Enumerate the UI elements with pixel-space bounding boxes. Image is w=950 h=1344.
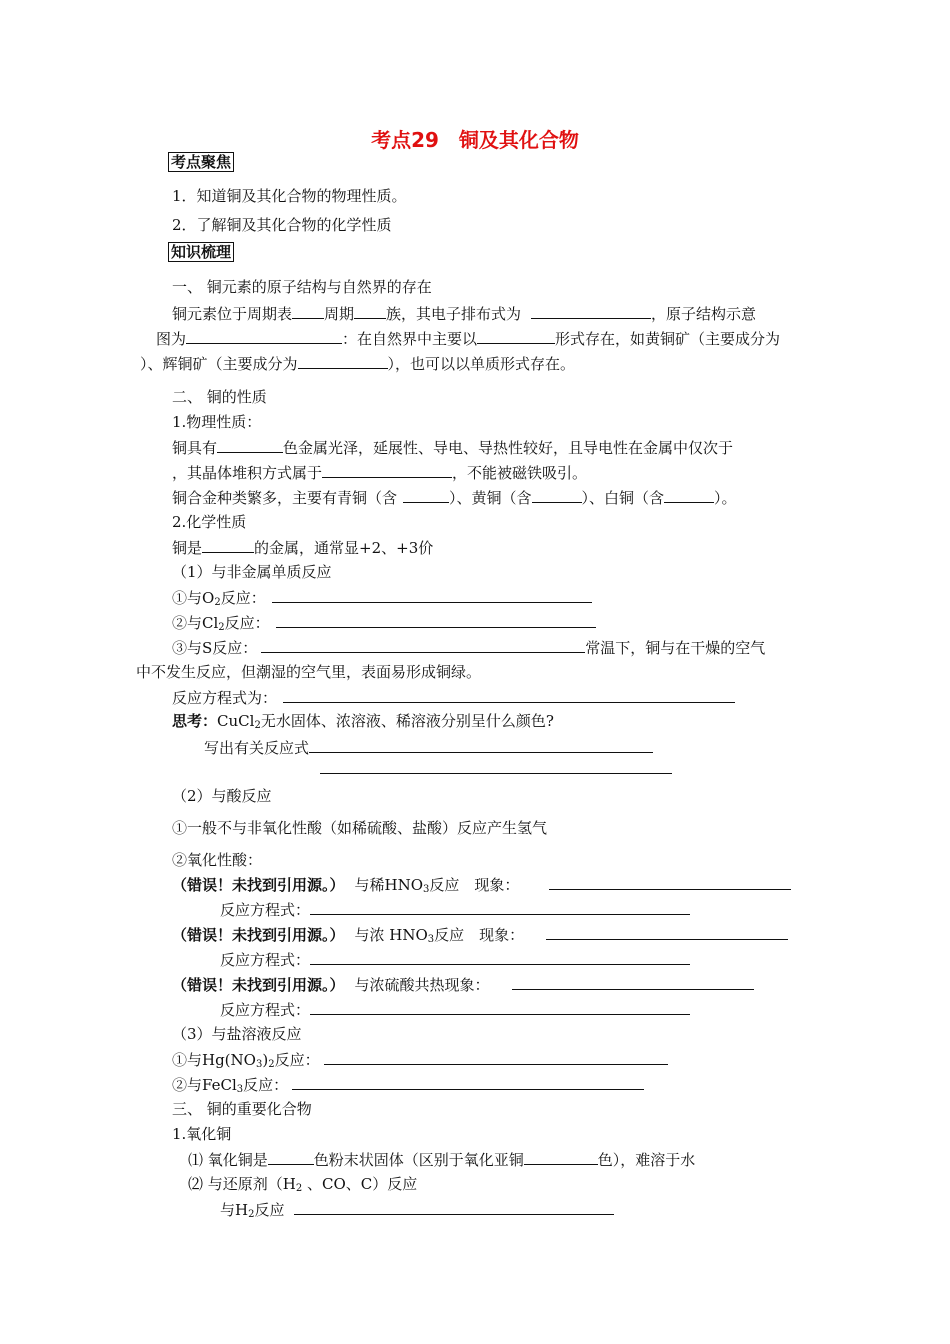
text: 与稀HNO <box>354 876 424 894</box>
text: ①与O <box>172 589 215 607</box>
subscript: 2 <box>248 1209 255 1220</box>
focus-item-2: 2．了解铜及其化合物的化学性质 <box>172 216 392 234</box>
text: 反应方程式： <box>220 1001 311 1019</box>
phys-line2 <box>172 462 587 483</box>
blank[interactable] <box>186 328 342 344</box>
text: 图为 <box>156 330 187 348</box>
blank[interactable] <box>524 1149 598 1165</box>
error-ref: （错误！未找到引用源。） <box>172 876 345 894</box>
blank[interactable] <box>531 303 651 319</box>
text: 铜是 <box>172 539 203 557</box>
text: 周期 <box>324 305 355 323</box>
blank[interactable] <box>532 487 582 503</box>
phys-line3 <box>172 487 737 508</box>
answer-line[interactable] <box>283 687 735 703</box>
answer-line[interactable] <box>310 899 690 915</box>
text: 反应： <box>243 1076 289 1094</box>
s1-line3 <box>140 353 575 374</box>
text: 写出有关反应式 <box>204 739 310 757</box>
text: ) <box>262 1051 269 1069</box>
text: 铜具有 <box>172 439 218 457</box>
blank[interactable] <box>477 328 555 344</box>
section-1-heading: 一、 铜元素的原子结构与自然界的存在 <box>172 278 432 296</box>
h2so4-eq-line <box>220 999 690 1020</box>
text: ）。 <box>714 489 737 507</box>
subscript: 2 <box>295 1183 303 1194</box>
text: 反应方程式： <box>220 951 311 969</box>
dilute-eq-line <box>220 899 690 920</box>
text: ）、白铜（含 <box>581 489 665 507</box>
text: 、CO、C）反应 <box>302 1175 418 1193</box>
cuo-heading: 1.氧化铜 <box>172 1125 232 1143</box>
s1-line2 <box>156 328 780 349</box>
page-title: 考点29 铜及其化合物 <box>371 128 579 152</box>
blank[interactable] <box>298 353 388 369</box>
text: ⑴ 氧化铜是 <box>188 1151 268 1169</box>
text: ⑵ 与还原剂（H <box>188 1175 296 1193</box>
text: ）、辉铜矿（主要成分为 <box>140 355 298 373</box>
blank[interactable] <box>292 303 324 319</box>
subscript: 2 <box>214 597 221 608</box>
write-line2 <box>320 758 672 779</box>
text: ②与Cl <box>172 614 219 632</box>
acid-heading: （2）与酸反应 <box>172 787 272 805</box>
salt-heading: （3）与盐溶液反应 <box>172 1025 302 1043</box>
eq-line <box>172 687 735 708</box>
acid-item-2: ②氧化性酸： <box>172 851 263 869</box>
cl2-line <box>172 612 596 638</box>
h2-line <box>220 1199 614 1225</box>
text: 色粉末状固体（区别于氧化亚铜 <box>313 1151 524 1169</box>
answer-line[interactable] <box>292 1074 644 1090</box>
chemical-heading: 2.化学性质 <box>172 513 247 531</box>
subscript: 3 <box>236 1084 244 1095</box>
answer-line[interactable] <box>272 587 592 603</box>
blank[interactable] <box>217 437 283 453</box>
s-line <box>172 637 765 658</box>
subscript: 2 <box>254 720 261 731</box>
subscript: 3 <box>423 884 430 895</box>
text: ），也可以以单质形式存在。 <box>387 355 576 373</box>
write-line <box>204 737 653 758</box>
blank[interactable] <box>403 487 449 503</box>
answer-line[interactable] <box>309 737 653 753</box>
text: 反应 现象： <box>434 926 525 944</box>
o2-line <box>172 587 592 613</box>
answer-line[interactable] <box>324 1049 668 1065</box>
s1-line1 <box>172 303 756 324</box>
think-line <box>172 711 554 736</box>
dilute-hno3-line <box>172 874 791 900</box>
acid-item-1: ①一般不与非氧化性酸（如稀硫酸、盐酸）反应产生氢气 <box>172 819 548 837</box>
text: 的金属，通常显+2、+3价 <box>254 539 434 557</box>
text: ③与S反应： <box>172 639 258 657</box>
text: 铜合金种类繁多，主要有青铜（含 <box>172 489 398 507</box>
answer-line[interactable] <box>276 612 596 628</box>
chem-line1 <box>172 537 433 558</box>
text: 形式存在，如黄铜矿（主要成分为 <box>555 330 781 348</box>
text: 反应： <box>274 1051 320 1069</box>
text: 反应： <box>220 589 266 607</box>
blank[interactable] <box>322 462 452 478</box>
s-line2: 中不发生反应，但潮湿的空气里，表面易形成铜绿。 <box>136 663 482 681</box>
think-label: 思考： <box>172 712 218 730</box>
answer-line[interactable] <box>310 999 690 1015</box>
conc-eq-line <box>220 949 690 970</box>
text: 常温下，铜与在干燥的空气 <box>585 639 766 657</box>
answer-line[interactable] <box>261 637 585 653</box>
text: ，其晶体堆积方式属于 <box>172 464 323 482</box>
subscript: 3 <box>255 1059 263 1070</box>
answer-line[interactable] <box>512 974 754 990</box>
text: 色金属光泽，延展性、导电、导热性较好，且导电性在金属中仅次于 <box>283 439 734 457</box>
fecl3-line <box>172 1074 644 1100</box>
cuo-item-2 <box>188 1174 417 1199</box>
text: 反应 <box>254 1201 285 1219</box>
subscript: 2 <box>268 1059 275 1070</box>
text: ，不能被磁铁吸引。 <box>452 464 588 482</box>
section-3-heading: 三、 铜的重要化合物 <box>172 1100 312 1118</box>
cuo-item-1 <box>188 1149 695 1170</box>
physical-heading: 1.物理性质： <box>172 413 262 431</box>
text: CuCl <box>217 712 255 730</box>
answer-line[interactable] <box>310 949 690 965</box>
nonmetal-heading: （1）与非金属单质反应 <box>172 563 332 581</box>
text: 无水固体、浓溶液、稀溶液分别呈什么颜色? <box>260 712 554 730</box>
text: ①与Hg(NO <box>172 1051 256 1069</box>
text: ）、黄铜（含 <box>449 489 532 507</box>
answer-line[interactable] <box>546 924 788 940</box>
answer-line[interactable] <box>320 758 672 774</box>
hg-line <box>172 1049 668 1075</box>
subscript: 3 <box>427 934 435 945</box>
section-2-heading: 二、 铜的性质 <box>172 388 267 406</box>
blank[interactable] <box>354 303 386 319</box>
h2so4-line <box>172 974 754 995</box>
blank[interactable] <box>664 487 714 503</box>
text: 与H <box>220 1201 249 1219</box>
error-ref: （错误！未找到引用源。） <box>172 926 345 944</box>
text: 族，其电子排布式为 <box>386 305 522 323</box>
answer-line[interactable] <box>549 874 791 890</box>
text: 与浓 HNO <box>354 926 428 944</box>
text: 与浓硫酸共热现象： <box>354 976 490 994</box>
focus-heading: 考点聚焦 <box>168 152 234 172</box>
text: 反应 现象： <box>429 876 520 894</box>
conc-hno3-line <box>172 924 788 950</box>
text: ，原子结构示意 <box>651 305 757 323</box>
text: 反应方程式为： <box>172 689 278 707</box>
phys-line1 <box>172 437 733 458</box>
text: 反应： <box>224 614 270 632</box>
text: 色），难溶于水 <box>597 1151 696 1169</box>
knowledge-heading: 知识梳理 <box>168 242 234 262</box>
error-ref: （错误！未找到引用源。） <box>172 976 345 994</box>
subscript: 2 <box>218 622 225 633</box>
answer-line[interactable] <box>294 1199 614 1215</box>
text: 反应方程式： <box>220 901 311 919</box>
blank[interactable] <box>202 537 254 553</box>
focus-item-1: 1．知道铜及其化合物的物理性质。 <box>172 187 407 205</box>
text: ②与FeCl <box>172 1076 237 1094</box>
text: ：在自然界中主要以 <box>342 330 478 348</box>
blank[interactable] <box>268 1149 314 1165</box>
text: 铜元素位于周期表 <box>172 305 293 323</box>
